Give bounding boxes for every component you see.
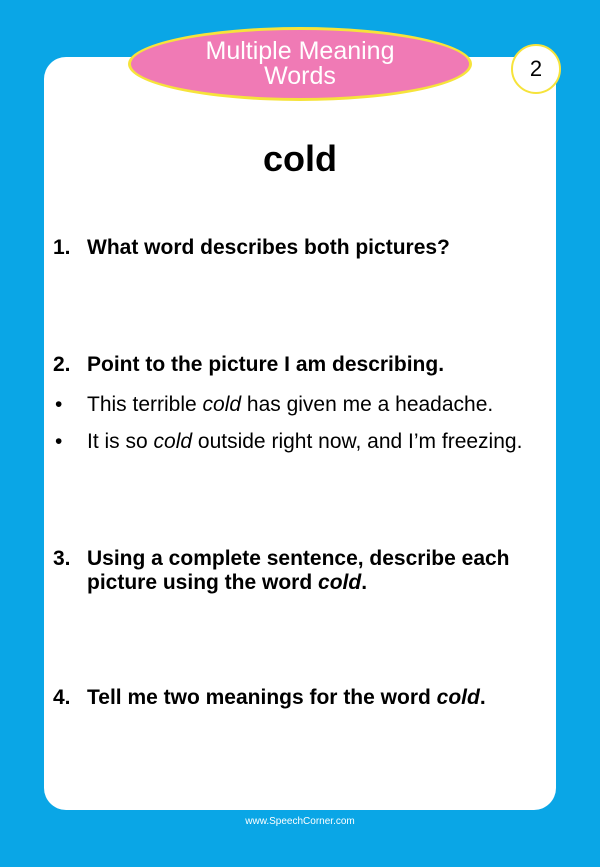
question-3-text: [87, 547, 557, 595]
title-banner: [128, 27, 472, 101]
question-3-number: 3.: [53, 547, 71, 570]
question-4-pre: Tell me two meanings for the word: [87, 686, 437, 709]
question-1-text: What word describes both pictures?: [87, 236, 450, 259]
banner-line-1: Multiple Meaning: [205, 37, 395, 65]
question-3-emphasis: cold: [318, 571, 362, 594]
banner-line-2: Words: [264, 62, 336, 90]
bullet-2-text: [87, 430, 522, 454]
question-2-number: 2.: [53, 353, 71, 376]
bullet-1-pre: This terrible: [87, 393, 203, 416]
question-3-pre: Using a complete sentence, describe each picture using the word: [87, 547, 510, 594]
bullet-2-symbol: •: [55, 430, 63, 453]
bullet-2-emphasis: cold: [153, 430, 193, 453]
question-4-number: 4.: [53, 686, 71, 709]
question-1-number: 1.: [53, 236, 71, 259]
question-2-text: Point to the picture I am describing.: [87, 353, 445, 376]
bullet-2-post: outside right now, and I’m freezing.: [192, 430, 523, 453]
bullet-1-post: has given me a headache.: [241, 393, 494, 416]
bullet-2-pre: It is so: [87, 430, 154, 453]
question-4-post: .: [479, 686, 486, 709]
target-word: cold: [262, 138, 337, 179]
bullet-1-emphasis: cold: [202, 393, 242, 416]
page-number-badge: 2: [511, 44, 561, 94]
question-4-emphasis: cold: [436, 686, 480, 709]
bullet-1-text: [87, 393, 493, 417]
question-4-text: [87, 686, 557, 710]
bullet-1-symbol: •: [55, 393, 63, 416]
question-3-post: .: [361, 571, 368, 594]
footer-website: www.SpeechCorner.com: [245, 816, 355, 827]
